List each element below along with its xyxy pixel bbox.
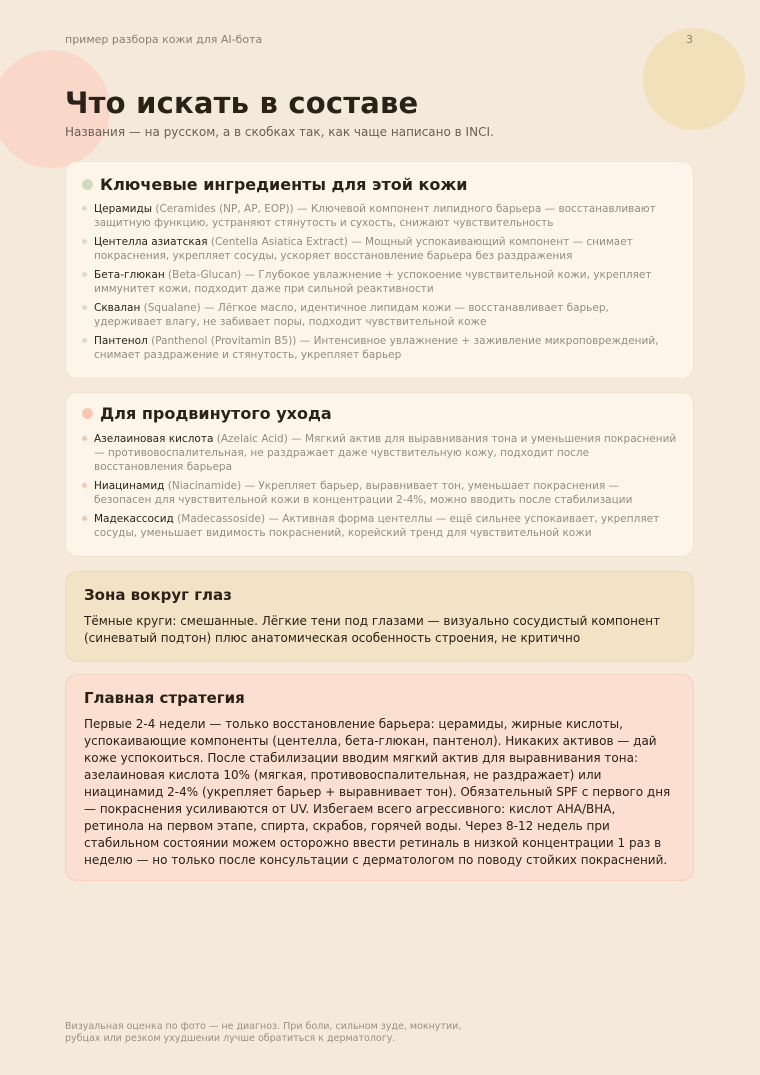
bullet-dot-icon: [82, 272, 87, 277]
ingredient-desc: — Мощный успокаивающий компонент — снимает покраснения, укрепляет сосуды, ускоряет восстановление барьера без раздражения: [94, 236, 633, 262]
peach-dot-icon: [82, 408, 93, 419]
ingredient-inci: (Centella Asiatica Extract): [207, 236, 348, 248]
ingredient-desc: — Лёгкое масло, идентичное липидам кожи — восстанавливает барьер, удерживает влагу, не забивает поры, подходит чувствительной коже: [94, 302, 609, 328]
ingredient-desc: — Активная форма центеллы — ещё сильнее успокаивает, укрепляет сосуды, уменьшает видимость покраснений, корейский тренд для чувствительной кожи: [94, 513, 660, 539]
list-item: [82, 235, 677, 263]
ingredient-desc: — Интенсивное увлажнение + заживление микроповреждений, снимает раздражение и стянутость, укрепляет барьер: [94, 335, 659, 361]
ingredient-inci: (Niacinamide): [164, 480, 242, 492]
key-ingredients-list: [82, 202, 677, 362]
disclaimer-line: Визуальная оценка по фото — не диагноз. При боли, сильном зуде, мокнутии,: [65, 1021, 462, 1032]
ingredient-name: Сквалан: [94, 302, 141, 314]
ingredient-name: Мадекассосид: [94, 513, 174, 525]
ingredient-inci: (Squalane): [140, 302, 201, 314]
ingredient-inci: (Panthenol (Provitamin B5)): [147, 335, 297, 347]
ingredient-desc: — Укрепляет барьер, выравнивает тон, уменьшает покраснения — безопасен для чувствительной кожи в концентрации 2-4%, можно вводить после стабилизации: [94, 480, 633, 506]
strategy-title: Главная стратегия: [84, 689, 245, 707]
strategy-card: [65, 674, 694, 881]
eye-zone-text: Тёмные круги: смешанные. Лёгкие тени под глазами — визуально сосудистый компонент (синеватый подтон) плюс анатомическая особенность строения, не критично: [84, 614, 661, 645]
ingredient-name: Церамиды: [94, 203, 153, 215]
decorative-circle-yellow: [643, 28, 745, 130]
advanced-care-header: [82, 404, 677, 423]
ingredient-name: Пантенол: [94, 335, 148, 347]
eye-zone-card: [65, 571, 694, 662]
page-title: Что искать в составе: [65, 86, 419, 120]
ingredient-name: Бета-глюкан: [94, 269, 165, 281]
disclaimer-footer: [65, 1021, 505, 1045]
green-dot-icon: [82, 179, 93, 190]
advanced-care-title: Для продвинутого ухода: [100, 404, 332, 423]
header-note: пример разбора кожи для AI-бота: [65, 33, 263, 46]
key-ingredients-card: [65, 161, 694, 379]
list-item: [82, 512, 677, 540]
bullet-dot-icon: [82, 436, 87, 441]
key-ingredients-title: Ключевые ингредиенты для этой кожи: [100, 175, 468, 194]
page-subtitle: Названия — на русском, а в скобках так, как чаще написано в INCI.: [65, 125, 494, 139]
ingredient-inci: (Beta-Glucan): [164, 269, 242, 281]
eye-zone-title: Зона вокруг глаз: [84, 586, 232, 604]
list-item: [82, 301, 677, 329]
page-number: 3: [686, 33, 693, 46]
disclaimer-line: рубцах или резком ухудшении лучше обратиться к дерматологу.: [65, 1033, 396, 1044]
ingredient-name: Центелла азиатская: [94, 236, 208, 248]
bullet-dot-icon: [82, 338, 87, 343]
list-item: [82, 334, 677, 362]
bullet-dot-icon: [82, 483, 87, 488]
advanced-care-card: [65, 392, 694, 557]
list-item: [82, 202, 677, 230]
ingredient-inci: (Ceramides (NP, AP, EOP)): [152, 203, 294, 215]
ingredient-desc: — Ключевой компонент липидного барьера — восстанавливают защитную функцию, устраняют стянутость и сухость, снижают чувствительность: [94, 203, 656, 229]
list-item: [82, 479, 677, 507]
ingredient-name: Азелаиновая кислота: [94, 433, 214, 445]
bullet-dot-icon: [82, 239, 87, 244]
advanced-care-list: [82, 432, 677, 540]
key-ingredients-header: [82, 175, 677, 194]
ingredient-desc: — Глубокое увлажнение + успокоение чувствительной кожи, укрепляет иммунитет кожи, подходит даже при сильной реактивности: [94, 269, 652, 295]
list-item: [82, 432, 677, 474]
ingredient-inci: (Azelaic Acid): [213, 433, 288, 445]
bullet-dot-icon: [82, 206, 87, 211]
bullet-dot-icon: [82, 305, 87, 310]
ingredient-inci: (Madecassoside): [173, 513, 266, 525]
ingredient-desc: — Мягкий актив для выравнивания тона и уменьшения покраснений — противовоспалительная, не раздражает даже чувствительную кожу, подходит после восстановления барьера: [94, 433, 677, 473]
ingredient-name: Ниацинамид: [94, 480, 165, 492]
list-item: [82, 268, 677, 296]
bullet-dot-icon: [82, 516, 87, 521]
strategy-text: Первые 2-4 недели — только восстановление барьера: церамиды, жирные кислоты, успокаивающие компоненты (центелла, бета-глюкан, пантенол). Никаких активов — дай коже успокоиться. После стабилизации вводим мягкий актив для выравнивания тона: азелаиновая кислота 10% (мягкая, противовоспалительная, не раздражает) или ниацинамид 2-4% (укрепляет барьер + выравнивает тон). Обязательный SPF с первого дня — покраснения усиливаются от UV. Избегаем всего агрессивного: кислот AHA/BHA, ретинола на первом этапе, спирта, скрабов, горячей воды. Через 8-12 недель при стабильном состоянии можем осторожно ввести ретиналь в низкой концентрации 1 раз в неделю — но только после консультации с дерматологом по поводу стойких покраснений.: [84, 717, 671, 867]
